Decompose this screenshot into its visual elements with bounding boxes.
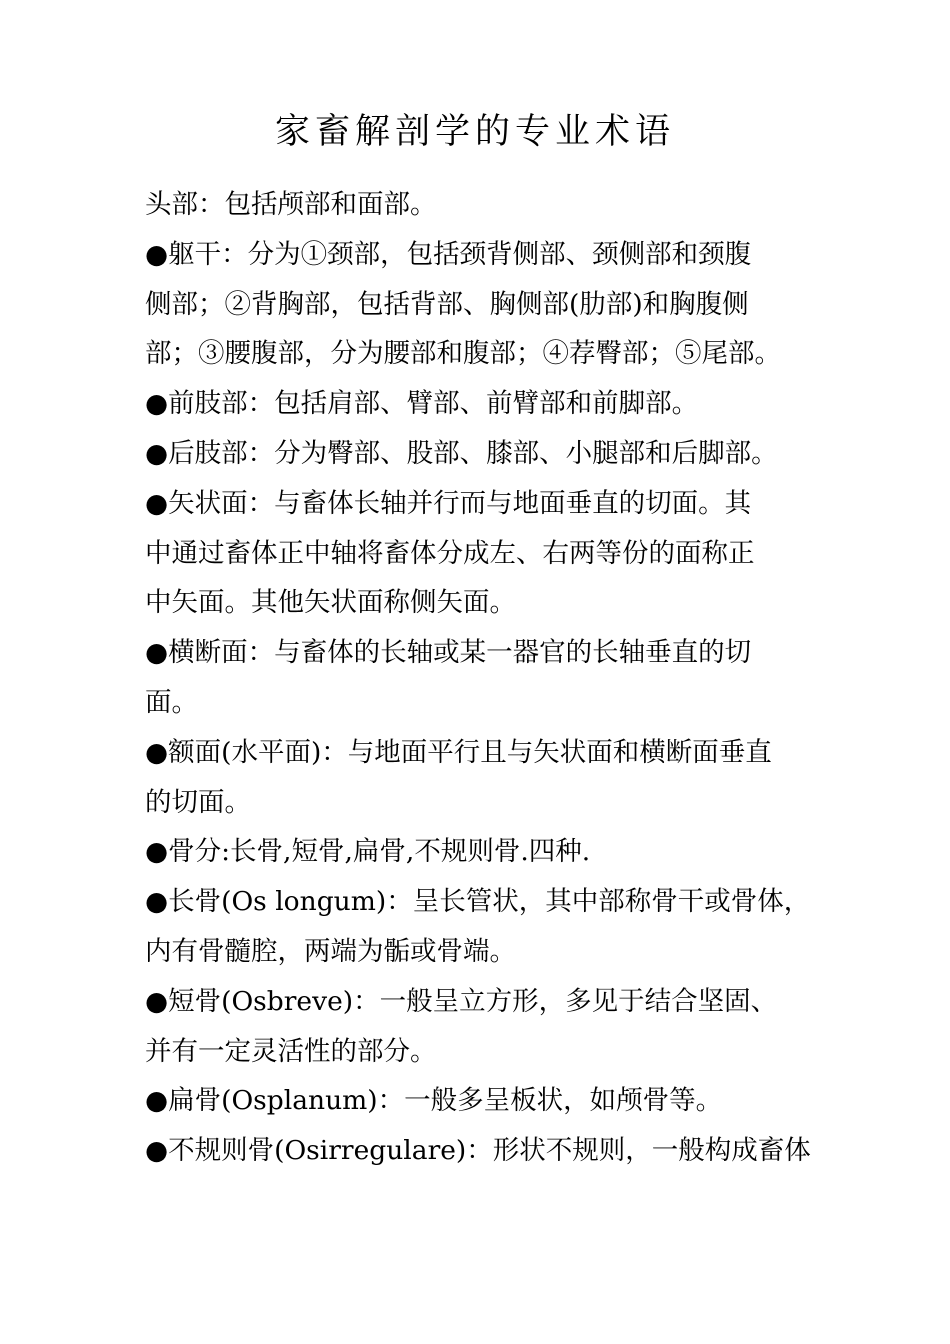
paragraph-frontal-plane <box>145 728 817 828</box>
text-line: 并有一定灵活性的部分。 <box>145 1035 437 1067</box>
paragraph-long-bone <box>145 877 817 977</box>
text-line: ●躯干：分为①颈部，包括颈背侧部、颈侧部和颈腹 <box>145 238 752 270</box>
text-line: 面。 <box>145 686 198 718</box>
document-body <box>145 180 817 1176</box>
document-title: 家畜解剖学的专业术语 <box>274 112 675 152</box>
paragraph-trunk <box>145 230 817 379</box>
text-line: 内有骨髓腔，两端为骺或骨端。 <box>145 935 516 967</box>
text-line: 头部：包括颅部和面部。 <box>145 189 437 220</box>
text-line: ●长骨(Os longum)：呈长管状，其中部称骨干或骨体， <box>145 886 811 918</box>
text-line: 中矢面。其他矢状面称侧矢面。 <box>145 587 516 619</box>
text-line: 中通过畜体正中轴将畜体分成左、右两等份的面称正 <box>145 537 755 569</box>
text-line: ●扁骨(Osplanum)：一般多呈板状，如颅骨等。 <box>145 1085 723 1117</box>
paragraph-short-bone <box>145 977 817 1077</box>
text-line: 部；③腰腹部，分为腰部和腹部；④荐臀部；⑤尾部。 <box>145 338 781 370</box>
text-line: 侧部；②背胸部，包括背部、胸侧部(肋部)和胸腹侧 <box>145 288 749 320</box>
text-line: ●短骨(Osbreve)：一般呈立方形，多见于结合坚固、 <box>145 985 778 1017</box>
text-line: ●额面(水平面)：与地面平行且与矢状面和横断面垂直 <box>145 736 772 768</box>
text-line: ●不规则骨(Osirregulare)：形状不规则，一般构成畜体 <box>145 1135 811 1167</box>
paragraph-head <box>145 180 817 230</box>
text-line: ●前肢部：包括肩部、臂部、前臂部和前脚部。 <box>145 388 699 420</box>
paragraph-sagittal-plane <box>145 479 817 628</box>
text-line: ●骨分:长骨,短骨,扁骨,不规则骨.四种. <box>145 836 591 868</box>
paragraph-forelimb <box>145 379 817 429</box>
paragraph-bone-types <box>145 827 817 877</box>
text-line: ●后肢部：分为臀部、股部、膝部、小腿部和后脚部。 <box>145 437 778 469</box>
paragraph-irregular-bone <box>145 1126 817 1176</box>
text-line: ●矢状面：与畜体长轴并行而与地面垂直的切面。其 <box>145 487 752 519</box>
paragraph-transverse-plane <box>145 628 817 728</box>
paragraph-flat-bone <box>145 1076 817 1126</box>
paragraph-hindlimb <box>145 429 817 479</box>
text-line: ●横断面：与畜体的长轴或某一器官的长轴垂直的切 <box>145 637 752 669</box>
text-line: 的切面。 <box>145 786 251 818</box>
